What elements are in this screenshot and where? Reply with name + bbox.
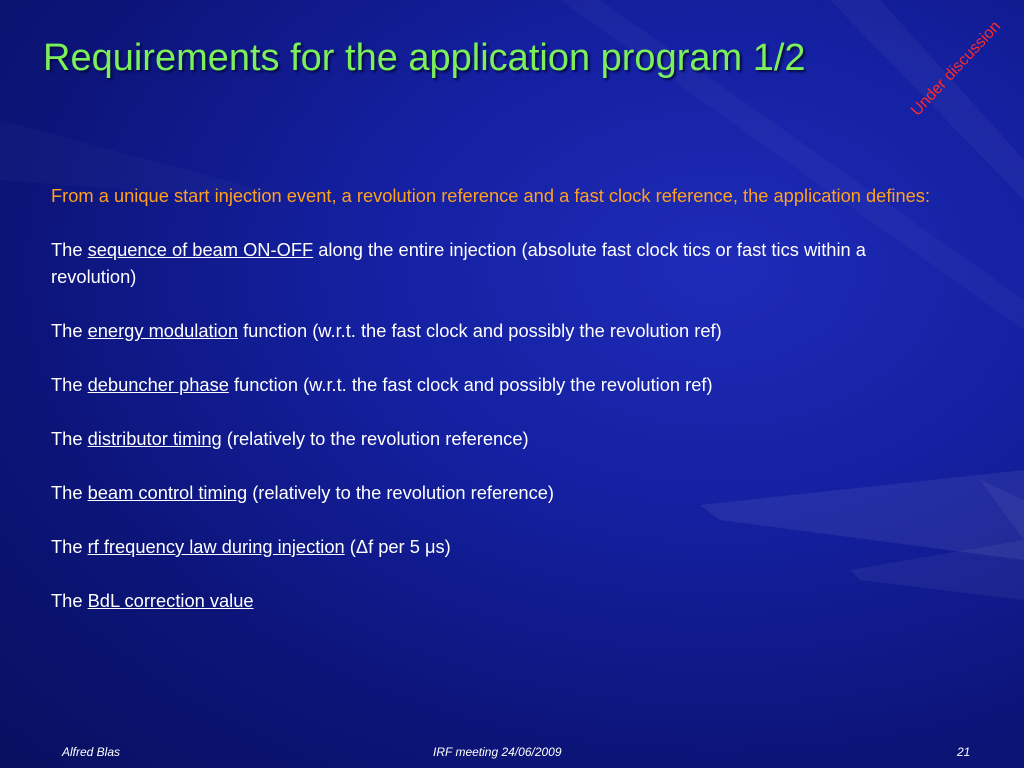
requirement-link[interactable]: energy modulation: [87, 320, 239, 341]
footer-author: Alfred Blas: [62, 745, 121, 759]
item-prefix: The: [51, 374, 88, 395]
intro-paragraph: From a unique start injection event, a revolution reference and a fast clock reference, the application defines:: [51, 185, 931, 206]
requirement-link[interactable]: BdL correction value: [87, 590, 254, 611]
requirement-item: [51, 236, 956, 290]
item-suffix: along the entire injection (absolute fast clock tics or fast tics within a revolution): [51, 239, 866, 287]
item-suffix: function (w.r.t. the fast clock and possibly the revolution ref): [238, 320, 722, 341]
item-suffix: (relatively to the revolution reference): [247, 482, 554, 503]
requirement-item: [51, 425, 956, 452]
requirement-link[interactable]: beam control timing: [87, 482, 248, 503]
item-prefix: The: [51, 536, 88, 557]
item-suffix: (relatively to the revolution reference): [221, 428, 529, 449]
requirement-item: [51, 317, 956, 344]
item-prefix: The: [51, 482, 88, 503]
requirement-item: [51, 533, 956, 560]
under-discussion-stamp: Under discussion: [907, 17, 1005, 120]
footer-page-number: 21: [957, 745, 971, 759]
requirement-link[interactable]: distributor timing: [87, 428, 222, 449]
requirement-link[interactable]: sequence of beam ON-OFF: [87, 239, 314, 260]
requirement-link[interactable]: debuncher phase: [87, 374, 229, 395]
item-prefix: The: [51, 320, 88, 341]
requirement-item: [51, 587, 956, 614]
item-prefix: The: [51, 239, 88, 260]
slide-body: [51, 182, 956, 641]
footer-meeting: IRF meeting 24/06/2009: [433, 745, 562, 759]
item-suffix: function (w.r.t. the fast clock and possibly the revolution ref): [228, 374, 713, 395]
requirement-item: [51, 479, 956, 506]
item-prefix: The: [51, 428, 88, 449]
item-prefix: The: [51, 590, 88, 611]
slide-title: Requirements for the application program 1/2: [43, 37, 806, 79]
item-suffix: (Δf per 5 μs): [344, 536, 451, 557]
requirement-item: [51, 371, 956, 398]
requirement-link[interactable]: rf frequency law during injection: [87, 536, 345, 557]
